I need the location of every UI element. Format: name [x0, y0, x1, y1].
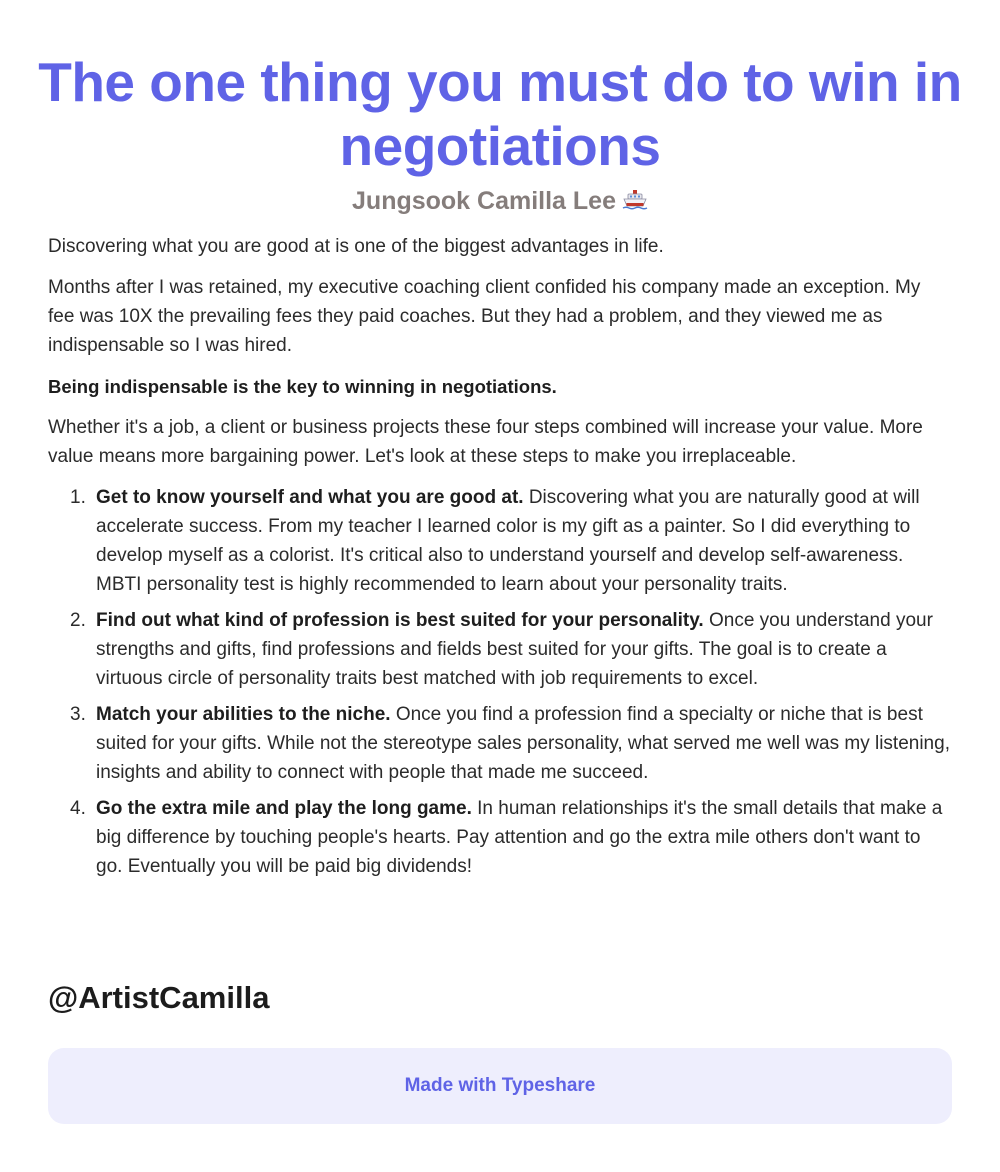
author-handle: @ArtistCamilla — [48, 980, 270, 1015]
ship-icon — [622, 188, 648, 210]
step-heading: Find out what kind of profession is best suited for your personality. — [96, 610, 704, 631]
list-item — [48, 483, 950, 599]
paragraph: Discovering what you are good at is one of the biggest advantages in life. — [48, 236, 664, 257]
step-text: In human relationships it's the small details that make a big difference by touching people's hearts. Pay attention and go the extra mile others don't want to go. Eventually you will be paid big dividends! — [96, 798, 943, 877]
article-title: The one thing you must do to win in negotiations — [38, 51, 962, 177]
list-number: 1. — [70, 487, 86, 508]
list-item — [48, 606, 950, 693]
steps-list — [48, 483, 950, 881]
article-body — [48, 232, 950, 888]
list-item — [48, 700, 950, 787]
step-heading: Match your abilities to the niche. — [96, 704, 391, 725]
step-text: Discovering what you are naturally good at will accelerate success. From my teacher I learned color is my gift as a painter. So I did everything to develop myself as a colorist. It's critical also to understand yourself and develop self-awareness. MBTI personality test is highly recommended to learn about your personality traits. — [96, 487, 920, 595]
list-item — [48, 794, 950, 881]
list-number: 2. — [70, 610, 86, 631]
author-name: Jungsook Camilla Lee — [352, 187, 616, 215]
author-line — [0, 186, 1000, 216]
step-heading: Get to know yourself and what you are good at. — [96, 487, 524, 508]
step-text: Once you understand your strengths and gifts, find professions and fields best suited for your gifts. The goal is to create a virtuous circle of personality traits best matched with job requirements to excel. — [96, 610, 933, 689]
list-number: 3. — [70, 704, 86, 725]
step-heading: Go the extra mile and play the long game. — [96, 798, 472, 819]
made-with-typeshare-banner[interactable] — [48, 1048, 952, 1124]
paragraph: Whether it's a job, a client or business projects these four steps combined will increase your value. More value means more bargaining power. Let's look at these steps to make you irreplaceable. — [48, 417, 923, 467]
paragraph: Months after I was retained, my executive coaching client confided his company made an exception. My fee was 10X the prevailing fees they paid coaches. But they had a problem, and they viewed me as indispensable so I was hired. — [48, 277, 921, 356]
step-text: Once you find a profession find a specialty or niche that is best suited for your gifts. While not the stereotype sales personality, what served me well was my listening, insights and ability to connect with people that made me succeed. — [96, 704, 950, 783]
list-number: 4. — [70, 798, 86, 819]
made-with-typeshare-link[interactable]: Made with Typeshare — [404, 1075, 596, 1096]
key-statement: Being indispensable is the key to winning in negotiations. — [48, 376, 557, 397]
